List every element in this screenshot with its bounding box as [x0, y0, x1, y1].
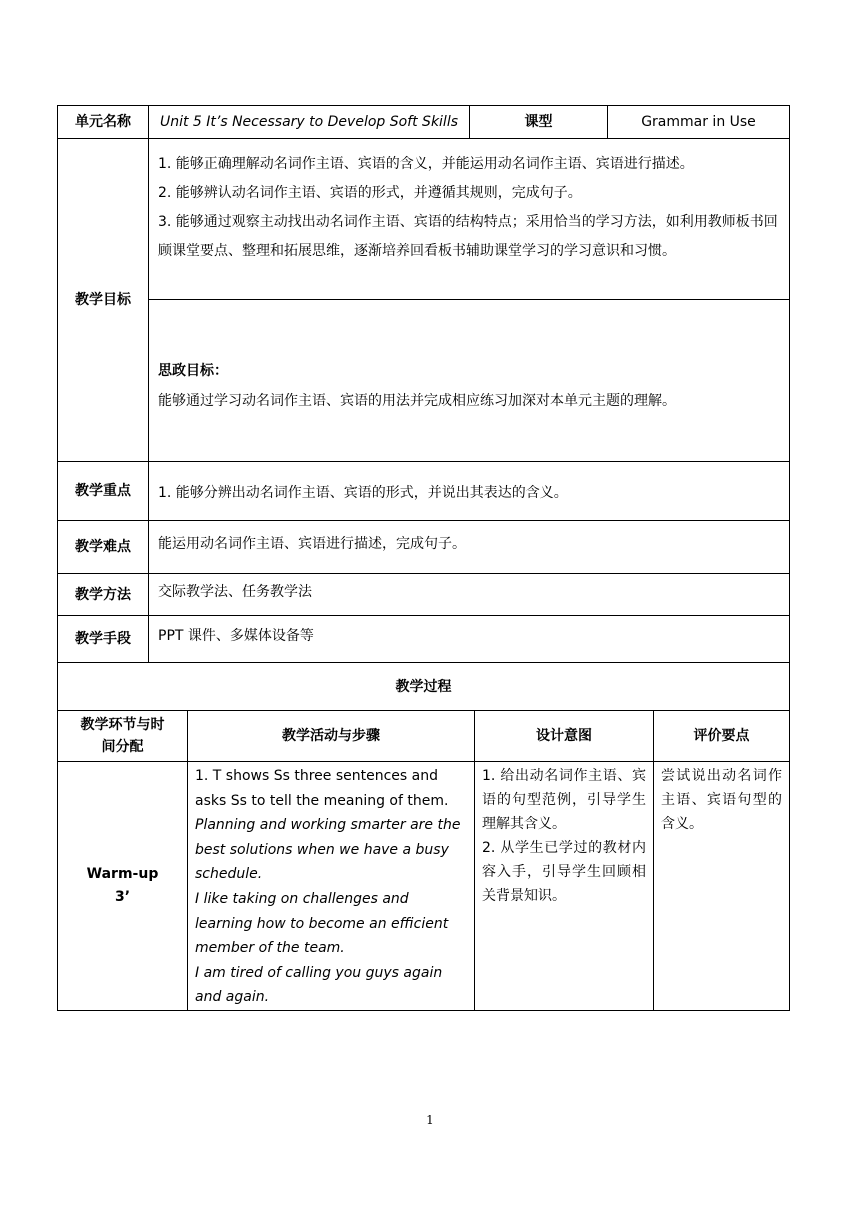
methods-row	[58, 574, 790, 616]
unit-label: 单元名称	[58, 106, 149, 139]
process-row	[58, 762, 790, 1011]
activity-sentence: I like taking on challenges and learning how to become an efficient member of the team.	[195, 890, 449, 957]
difficulties-row	[58, 521, 790, 574]
difficulties-text: 能运用动名词作主语、宾语进行描述，完成句子。	[149, 521, 790, 574]
objective-item: 3. 能够通过观察主动找出动名词作主语、宾语的结构特点；采用恰当的学习方法，如利用教师板书回顾课堂要点、整理和拓展思维，逐渐培养回看板书辅助课堂学习的学习意识和习惯。	[158, 214, 778, 259]
activity-intro: 1. T shows Ss three sentences and asks Ss to tell the meaning of them.	[195, 768, 449, 809]
methods-text: 交际教学法、任务教学法	[149, 574, 790, 616]
intent-item: 1. 给出动名词作主语、宾语的句型范例，引导学生理解其含义。	[482, 768, 646, 832]
column-header-activity: 教学活动与步骤	[188, 711, 475, 762]
objectives-label: 教学目标	[58, 139, 149, 462]
column-header-evaluation: 评价要点	[654, 711, 790, 762]
objective-item: 2. 能够辨认动名词作主语、宾语的形式，并遵循其规则，完成句子。	[158, 185, 582, 201]
means-label: 教学手段	[58, 616, 149, 663]
intent-cell	[475, 762, 654, 1011]
activity-sentence: Planning and working smarter are the best solutions when we have a busy schedule.	[195, 817, 461, 883]
process-header-row	[58, 711, 790, 762]
unit-row	[58, 106, 790, 139]
process-title: 教学过程	[58, 663, 790, 711]
objectives-row	[58, 139, 790, 300]
lesson-info-table	[57, 105, 790, 663]
sizheng-title: 思政目标：	[158, 363, 228, 379]
methods-label: 教学方法	[58, 574, 149, 616]
means-text: PPT 课件、多媒体设备等	[149, 616, 790, 663]
activity-sentence: I am tired of calling you guys again and again.	[195, 964, 443, 1006]
sizheng-row	[58, 300, 790, 462]
evaluation-text: 尝试说出动名词作主语、宾语句型的含义。	[661, 768, 782, 832]
key-points-text: 1. 能够分辨出动名词作主语、宾语的形式，并说出其表达的含义。	[149, 462, 790, 521]
stage-name: Warm-up	[86, 865, 159, 882]
evaluation-cell	[654, 762, 790, 1011]
lesson-type-label: 课型	[470, 106, 608, 139]
means-row	[58, 616, 790, 663]
objective-item: 1. 能够正确理解动名词作主语、宾语的含义，并能运用动名词作主语、宾语进行描述。	[158, 156, 694, 172]
process-title-row	[58, 663, 790, 711]
teaching-process-table	[57, 662, 790, 1011]
stage-time: 3’	[114, 888, 131, 905]
sizheng-cell	[149, 300, 790, 462]
page-number: 1	[426, 1113, 434, 1127]
lesson-type-value: Grammar in Use	[608, 106, 790, 139]
key-points-row	[58, 462, 790, 521]
objectives-list	[149, 139, 790, 300]
activity-cell	[188, 762, 475, 1011]
difficulties-label: 教学难点	[58, 521, 149, 574]
intent-item: 2. 从学生已学过的教材内容入手，引导学生回顾相关背景知识。	[482, 840, 646, 904]
unit-value: Unit 5 It’s Necessary to Develop Soft Skills	[149, 106, 470, 139]
stage-cell	[58, 762, 188, 1011]
key-points-label: 教学重点	[58, 462, 149, 521]
sizheng-text: 能够通过学习动名词作主语、宾语的用法并完成相应练习加深对本单元主题的理解。	[158, 393, 676, 409]
column-header-stage: 教学环节与时间分配	[58, 711, 188, 762]
column-header-intent: 设计意图	[475, 711, 654, 762]
